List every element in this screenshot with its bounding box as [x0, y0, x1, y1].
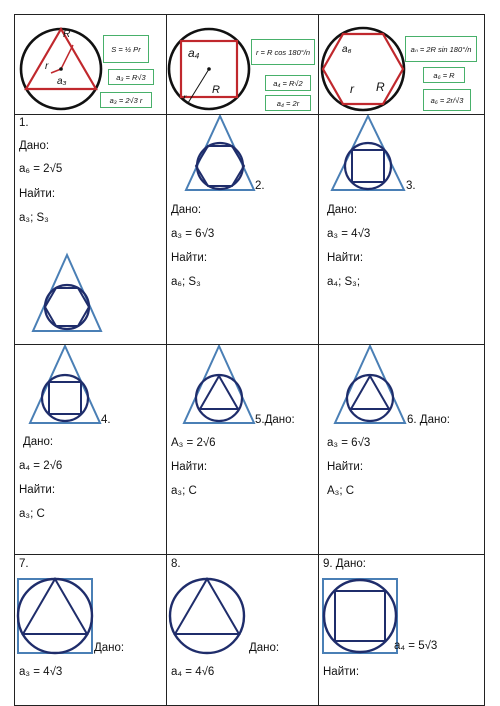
formula-a6-r: a₆ = 2r/√3 — [423, 89, 471, 111]
label-r2: r — [183, 93, 187, 104]
problem-4-diagram — [15, 345, 167, 555]
problem-6-diagram — [319, 345, 485, 555]
label-R3: R — [376, 80, 385, 94]
problem-4-find: a₃; C — [19, 508, 45, 520]
problem-6-find-label: Найти: — [327, 461, 364, 473]
formula-area: S = ½ Pr — [103, 35, 149, 63]
label-a6: a₆ — [342, 44, 352, 55]
label-R2: R — [212, 84, 220, 96]
label-r3: r — [350, 82, 354, 96]
problem-9-find-label: Найти: — [323, 666, 360, 678]
problem-2-cell — [167, 115, 319, 345]
problem-1-find-label: Найти: — [19, 188, 56, 200]
formula-a6-R: a₆ = R — [423, 67, 465, 83]
problem-7-cell — [15, 555, 167, 706]
label-r: r — [45, 61, 49, 72]
problem-4-find-label: Найти: — [19, 484, 56, 496]
problem-2-given: a₃ = 6√3 — [171, 228, 215, 240]
problem-5-find-label: Найти: — [171, 461, 208, 473]
problem-3-cell — [319, 115, 485, 345]
problem-9-diagram — [319, 555, 485, 706]
problem-1-number: 1. — [19, 117, 29, 129]
problem-6-cell — [319, 345, 485, 555]
problem-7-given-label: Дано: — [94, 642, 125, 654]
problem-8-number: 8. — [171, 558, 181, 570]
problem-4-cell — [15, 345, 167, 555]
problem-3-number: 3. — [406, 180, 416, 192]
problem-8-diagram — [167, 555, 319, 706]
problem-2-find-label: Найти: — [171, 252, 208, 264]
problem-6-find: A₃; C — [327, 485, 355, 497]
problem-4-given-label: Дано: — [23, 436, 54, 448]
formula-a4-r: a₄ = 2r — [265, 95, 311, 111]
problem-2-find: a₆; S₃ — [171, 276, 201, 288]
formula-a3-r: a₃ = 2√3 r — [100, 92, 152, 108]
problem-2-given-label: Дано: — [171, 204, 202, 216]
problem-1-cell — [15, 115, 167, 345]
problem-3-given-label: Дано: — [327, 204, 358, 216]
header-cell-triangle — [15, 15, 167, 115]
problem-5-cell — [167, 345, 319, 555]
problem-6-given: a₃ = 6√3 — [327, 437, 371, 449]
problem-5-find: a₃; C — [171, 485, 197, 497]
problem-1-find: a₃; S₃ — [19, 212, 49, 224]
formula-an: aₙ = 2R sin 180°/n — [405, 36, 477, 62]
problem-7-given: a₃ = 4√3 — [19, 666, 63, 678]
problem-6-number: 6. Дано: — [407, 414, 450, 426]
problem-grid — [14, 14, 485, 706]
problem-9-number: 9. Дано: — [323, 558, 366, 570]
problem-5-given: A₃ = 2√6 — [171, 437, 216, 449]
problem-4-number: 4. — [101, 414, 111, 426]
problem-8-cell — [167, 555, 319, 706]
formula-r: r = R cos 180°/n — [251, 39, 315, 65]
formula-a3-R: a₃ = R√3 — [108, 69, 154, 85]
header-cell-square — [167, 15, 319, 115]
problem-1-given-label: Дано: — [19, 140, 50, 152]
label-a3: a₃ — [57, 76, 67, 87]
problem-3-find: a₄; S₃; — [327, 276, 361, 288]
header-cell-hexagon — [319, 15, 485, 115]
problem-2-number: 2. — [255, 180, 265, 192]
problem-1-given: a₆ = 2√5 — [19, 163, 63, 175]
label-a4: a₄ — [188, 46, 200, 60]
problem-9-given: a₄ = 5√3 — [394, 640, 438, 652]
worksheet — [14, 14, 484, 705]
problem-8-given-label: Дано: — [249, 642, 280, 654]
problem-4-given: a₄ = 2√6 — [19, 460, 63, 472]
problem-7-number: 7. — [19, 558, 29, 570]
problem-5-diagram — [167, 345, 319, 555]
problem-8-given: a₄ = 4√6 — [171, 666, 215, 678]
problem-7-diagram — [15, 555, 167, 706]
problem-1-diagram — [15, 115, 167, 345]
problem-3-find-label: Найти: — [327, 252, 364, 264]
formula-a4-R: a₄ = R√2 — [265, 75, 311, 91]
problem-3-given: a₃ = 4√3 — [327, 228, 371, 240]
problem-9-cell — [319, 555, 485, 706]
label-R: R — [63, 29, 71, 40]
problem-5-number: 5.Дано: — [255, 414, 295, 426]
